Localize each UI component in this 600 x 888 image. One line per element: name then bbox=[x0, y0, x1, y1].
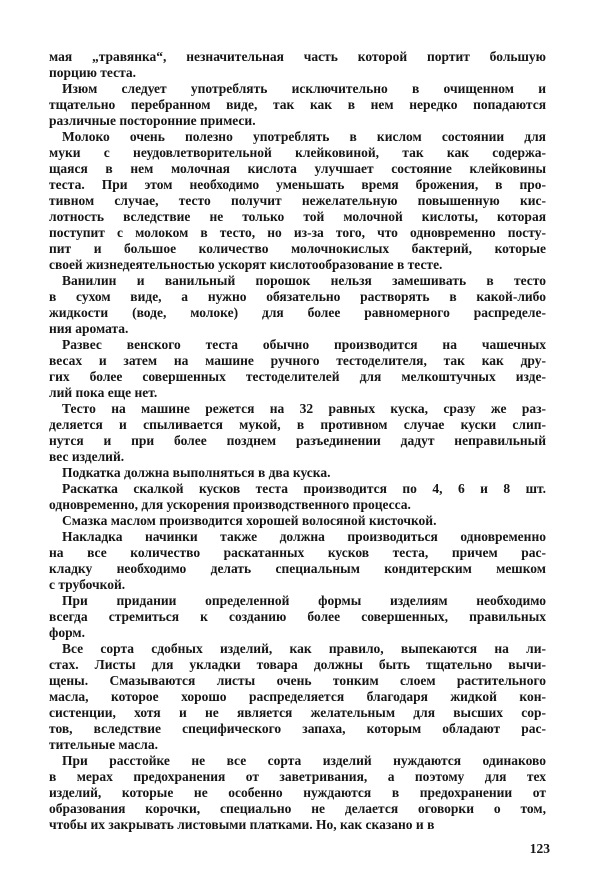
text-line: тительные масла. bbox=[49, 737, 158, 752]
text-line: пит и большое количество молочнокислых бактерий, которые bbox=[49, 241, 546, 256]
page-number: 123 bbox=[529, 841, 550, 856]
text-line: различные посторонние примеси. bbox=[49, 113, 256, 128]
text-line: кладку необходимо делать специальным кондитерским мешком bbox=[49, 561, 546, 576]
text-line: При расстойке не все сорта изделий нуждаются одинаково bbox=[62, 753, 546, 768]
text-line: ния аромата. bbox=[49, 321, 129, 336]
text-line: образования корочки, специально не делается оговорки о том, bbox=[49, 801, 546, 816]
text-line: систенции, хотя и не является желательным для высших сор- bbox=[49, 705, 546, 720]
text-line: Смазка маслом производится хорошей волосяной кисточкой. bbox=[62, 513, 437, 528]
text-line: тов, вследствие специфического запаха, которым обладают рас- bbox=[49, 721, 546, 736]
paragraph bbox=[49, 337, 546, 401]
text-line: Развес венского теста обычно производится на чашечных bbox=[62, 337, 546, 352]
text-line: Раскатка скалкой кусков теста производится по 4, 6 и 8 шт. bbox=[62, 481, 546, 496]
text-line: При придании определенной формы изделиям необходимо bbox=[62, 593, 546, 608]
text-line: чтобы их закрывать листовыми платками. Но, как сказано и в bbox=[49, 817, 435, 832]
text-line: тщательно перебранном виде, так как в нем нередко попадаются bbox=[49, 97, 546, 112]
body-text bbox=[49, 49, 546, 833]
text-line: мая „травянка“, незначительная часть которой портит большую bbox=[49, 49, 546, 64]
text-line: щаяся в нем молочная кислота улучшает состояние клейковины bbox=[49, 161, 546, 176]
text-line: своей жизнедеятельностью ускорят кислотообразование в тесте. bbox=[49, 257, 443, 272]
paragraph bbox=[49, 529, 546, 593]
text-line: Молоко очень полезно употреблять в кислом состоянии для bbox=[62, 129, 546, 144]
text-line: всегда стремиться к созданию более совершенных, правильных bbox=[49, 609, 546, 624]
paragraph bbox=[49, 481, 546, 513]
text-line: в сухом виде, а нужно обязательно растворять в какой-либо bbox=[49, 289, 546, 304]
paragraph bbox=[49, 465, 546, 481]
paragraph bbox=[49, 81, 546, 129]
paragraph bbox=[49, 641, 546, 753]
paragraph bbox=[49, 273, 546, 337]
text-line: одновременно, для ускорения производственного процесса. bbox=[49, 497, 411, 512]
text-line: изделий, которые не особенно нуждаются в предохранении от bbox=[49, 785, 546, 800]
page-footer bbox=[49, 841, 550, 857]
paragraph bbox=[49, 129, 546, 273]
text-line: на все количество раскатанных кусков теста, причем рас- bbox=[49, 545, 546, 560]
text-line: теста. При этом необходимо уменьшать время брожения, в про- bbox=[49, 177, 546, 192]
text-line: в мерах предохранения от заветривания, а поэтому для тех bbox=[49, 769, 546, 784]
text-line: Накладка начинки также должна производиться одновременно bbox=[62, 529, 546, 544]
text-line: форм. bbox=[49, 625, 85, 640]
text-line: стах. Листы для укладки товара должны быть тщательно вычи- bbox=[49, 657, 546, 672]
text-line: муки с неудовлетворительной клейковиной, так как содержа- bbox=[49, 145, 546, 160]
text-line: вес изделий. bbox=[49, 449, 125, 464]
paragraph bbox=[49, 401, 546, 465]
text-line: тивном случае, тесто получит нежелательную повышенную кис- bbox=[49, 193, 546, 208]
text-line: нутся и при более позднем разъединении дадут неправильный bbox=[49, 433, 546, 448]
text-line: лотность вследствие не только той молочной кислоты, которая bbox=[49, 209, 546, 224]
text-line: поступит с молоком в тесто, но из-за того, что одновременно посту- bbox=[49, 225, 546, 240]
text-line: с трубочкой. bbox=[49, 577, 126, 592]
paragraph bbox=[49, 513, 546, 529]
text-line: порцию теста. bbox=[49, 65, 136, 80]
text-line: Тесто на машине режется на 32 равных куска, сразу же раз- bbox=[62, 401, 546, 416]
text-line: щены. Смазываются листы очень тонким слоем растительного bbox=[49, 673, 546, 688]
text-line: деляется и спыливается мукой, в противном случае куски слип- bbox=[49, 417, 546, 432]
text-line: Подкатка должна выполняться в два куска. bbox=[62, 465, 331, 480]
text-line: жидкости (воде, молоке) для более равномерного распределе- bbox=[49, 305, 546, 320]
text-line: Ванилин и ванильный порошок нельзя замешивать в тесто bbox=[62, 273, 546, 288]
paragraph bbox=[49, 593, 546, 641]
text-line: масла, которое хорошо распределяется благодаря жидкой кон- bbox=[49, 689, 546, 704]
text-line: весах и затем на машине ручного тестоделителя, так как дру- bbox=[49, 353, 546, 368]
paragraph bbox=[49, 753, 546, 833]
text-line: гих более совершенных тестоделителей для мелкоштучных изде- bbox=[49, 369, 546, 384]
paragraph bbox=[49, 49, 546, 81]
text-line: Все сорта сдобных изделий, как правило, выпекаются на ли- bbox=[62, 641, 546, 656]
text-line: лий пока еще нет. bbox=[49, 385, 158, 400]
text-line: Изюм следует употреблять исключительно в очищенном и bbox=[62, 81, 546, 96]
